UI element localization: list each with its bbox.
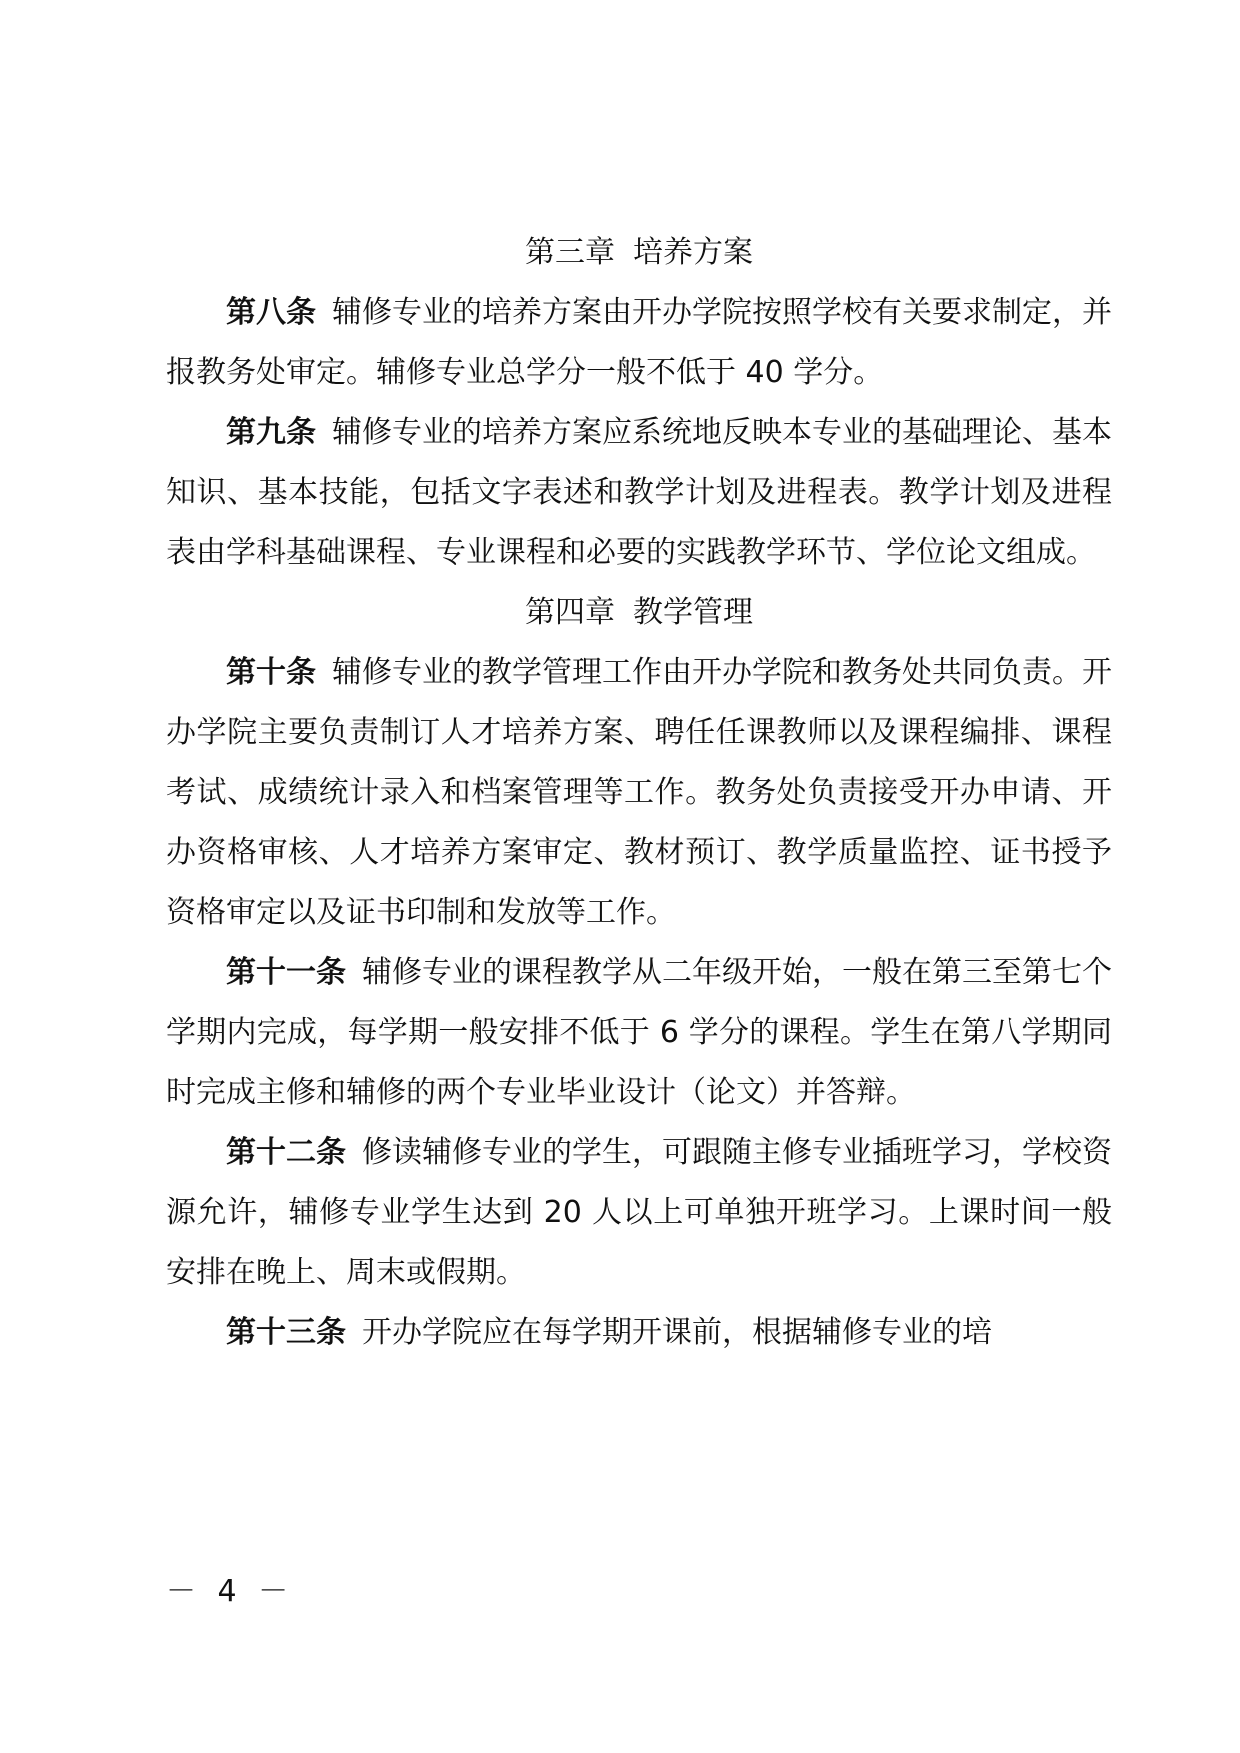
chapter-title: 培养方案: [633, 235, 753, 270]
article-number: 第十二条: [226, 1135, 346, 1170]
article-number: 第十三条: [226, 1315, 346, 1350]
article-12: [166, 1123, 1112, 1303]
document-body: [166, 223, 1112, 1363]
article-number: 第十一条: [226, 955, 346, 990]
article-11: [166, 943, 1112, 1123]
article-text: 辅修专业的培养方案应系统地反映本专业的基础理论、基本知识、基本技能，包括文字表述和教学计划及进程表。教学计划及进程表由学科基础课程、专业课程和必要的实践教学环节、学位论文组成。: [166, 415, 1112, 570]
page-number: － 4 －: [166, 1574, 295, 1609]
chapter-title: 教学管理: [633, 595, 753, 630]
article-text: 辅修专业的培养方案由开办学院按照学校有关要求制定，并报教务处审定。辅修专业总学分一般不低于 40 学分。: [166, 295, 1112, 390]
chapter-label: 第四章: [525, 595, 615, 630]
article-number: 第九条: [226, 415, 316, 450]
article-text: 辅修专业的课程教学从二年级开始，一般在第三至第七个学期内完成，每学期一般安排不低于 6 学分的课程。学生在第八学期同时完成主修和辅修的两个专业毕业设计（论文）并答辩。: [166, 955, 1112, 1110]
article-text: 辅修专业的教学管理工作由开办学院和教务处共同负责。开办学院主要负责制订人才培养方案、聘任任课教师以及课程编排、课程考试、成绩统计录入和档案管理等工作。教务处负责接受开办申请、开办资格审核、人才培养方案审定、教材预订、教学质量监控、证书授予资格审定以及证书印制和发放等工作。: [166, 655, 1112, 930]
article-number: 第八条: [226, 295, 316, 330]
article-number: 第十条: [226, 655, 316, 690]
article-10: [166, 643, 1112, 943]
chapter-label: 第三章: [525, 235, 615, 270]
article-8: [166, 283, 1112, 403]
article-9: [166, 403, 1112, 583]
article-text: 修读辅修专业的学生，可跟随主修专业插班学习，学校资源允许，辅修专业学生达到 20 人以上可单独开班学习。上课时间一般安排在晚上、周末或假期。: [166, 1135, 1112, 1290]
article-13: [166, 1303, 1112, 1363]
chapter-heading-3: [166, 223, 1112, 283]
chapter-heading-4: [166, 583, 1112, 643]
article-text: 开办学院应在每学期开课前，根据辅修专业的培: [362, 1315, 992, 1350]
